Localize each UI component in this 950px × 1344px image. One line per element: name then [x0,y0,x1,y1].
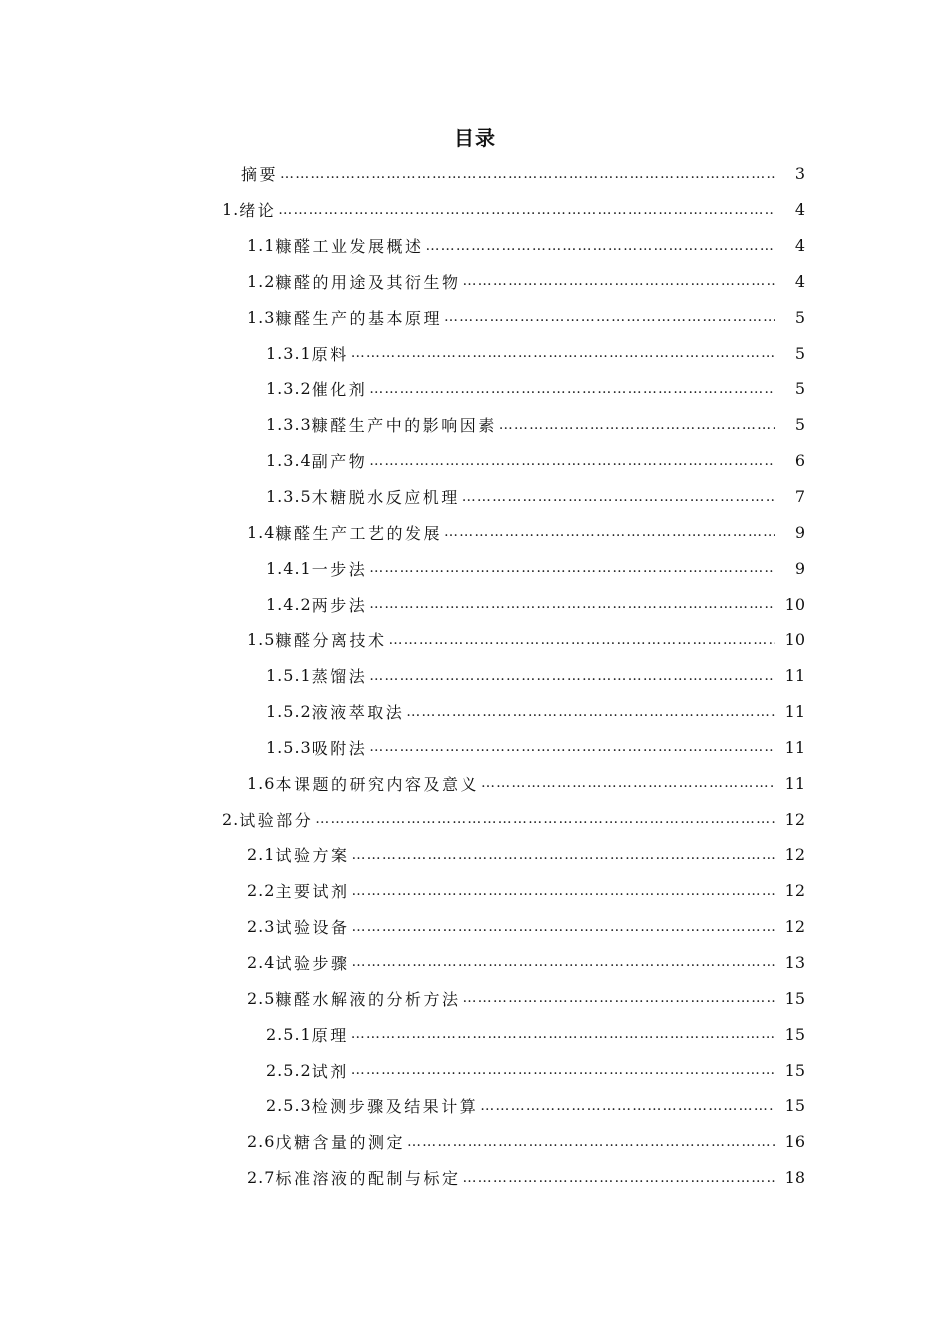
toc-entry[interactable] [0,264,950,300]
toc-leader-dots [444,522,775,542]
toc-leader-dots [407,1132,775,1152]
toc-entry[interactable] [0,909,950,945]
toc-entry-page-number: 15 [784,988,805,1008]
toc-leader-dots [369,451,775,471]
toc-entry-page-number: 5 [794,343,805,363]
toc-leader-dots [315,809,775,829]
toc-leader-dots [425,236,775,256]
toc-entry[interactable] [0,514,950,550]
toc-leader-dots [369,558,775,578]
toc-leader-dots [462,988,775,1008]
toc-entry[interactable] [0,479,950,515]
toc-entry[interactable] [0,586,950,622]
toc-entry-number: 2.2 [247,881,276,901]
toc-entry-title: 原理 [311,1025,349,1045]
toc-leader-dots [280,164,775,184]
toc-entry[interactable] [0,765,950,801]
toc-entry-title: 主要试剂 [275,882,350,902]
toc-entry-title: 一步法 [311,559,368,579]
toc-entry[interactable] [0,622,950,658]
toc-leader-dots [406,702,775,722]
toc-entry[interactable] [0,371,950,407]
toc-entry-number: 1.3.5 [266,487,312,507]
toc-entry-page-number: 13 [784,952,805,972]
toc-leader-dots [480,1096,775,1116]
toc-leader-dots [462,1168,775,1188]
toc-entry-title: 试验设备 [275,918,350,938]
toc-entry-title: 标准溶液的配制与标定 [275,1169,461,1189]
toc-entry-number: 2.6 [247,1132,276,1152]
toc-entry-number: 2. [222,809,240,829]
toc-leader-dots [351,1060,775,1080]
toc-entry-title: 木糖脱水反应机理 [311,488,460,508]
toc-leader-dots [499,415,775,435]
toc-entry[interactable] [0,156,950,192]
toc-entry-page-number: 9 [794,558,805,578]
toc-entry-page-number: 9 [794,522,805,542]
toc-entry-number: 1.4 [247,522,276,542]
toc-entry[interactable] [0,407,950,443]
toc-entry-page-number: 16 [784,1132,805,1152]
toc-leader-dots [369,666,775,686]
toc-entry[interactable] [0,1088,950,1124]
toc-entry-page-number: 4 [794,236,805,256]
toc-entry[interactable] [0,730,950,766]
toc-entry-title: 催化剂 [311,380,368,400]
toc-entry-title: 检测步骤及结果计算 [311,1097,479,1117]
toc-entry-number: 1.3.1 [266,343,312,363]
toc-leader-dots [369,737,775,757]
toc-entry-title: 吸附法 [311,738,368,758]
toc-entry-number: 1.5 [247,630,276,650]
toc-entry-page-number: 5 [794,379,805,399]
toc-entry-number: 2.5.3 [266,1096,312,1116]
toc-entry[interactable] [0,694,950,730]
toc-entry-title: 蒸馏法 [311,667,368,687]
toc-leader-dots [351,1024,775,1044]
toc-entry-title: 戊糖含量的测定 [275,1133,405,1153]
toc-entry-title: 糠醛的用途及其衍生物 [275,272,461,292]
toc-entry-title: 本课题的研究内容及意义 [275,774,479,794]
toc-entry-page-number: 18 [784,1168,805,1188]
toc-entry[interactable] [0,299,950,335]
toc-entry[interactable] [0,192,950,228]
toc-leader-dots [369,594,775,614]
toc-entry-title: 绪论 [239,201,277,221]
toc-entry[interactable] [0,1124,950,1160]
toc-entry-page-number: 7 [794,487,805,507]
toc-leader-dots [481,773,775,793]
toc-entry-title: 糠醛生产工艺的发展 [275,523,442,543]
toc-entry-title: 摘要 [241,165,279,185]
toc-entry-page-number: 10 [784,594,805,614]
toc-entry-title: 液液萃取法 [311,703,405,723]
toc-entry-number: 1.3.3 [266,415,312,435]
toc-entry-title: 糠醛生产的基本原理 [275,308,442,328]
toc-entry-number: 1.4.1 [266,558,312,578]
toc-entry-page-number: 4 [794,200,805,220]
toc-entry[interactable] [0,228,950,264]
toc-entry-page-number: 10 [784,630,805,650]
toc-entry-number: 2.5 [247,988,276,1008]
toc-leader-dots [444,307,775,327]
toc-entry-page-number: 15 [784,1096,805,1116]
toc-entry-page-number: 15 [784,1060,805,1080]
toc-entry-number: 2.5.1 [266,1024,312,1044]
toc-entry-page-number: 15 [784,1024,805,1044]
toc-entry-number: 1.3.2 [266,379,312,399]
toc-entry[interactable] [0,1160,950,1196]
toc-entry-number: 1.5.2 [266,702,312,722]
toc-entry[interactable] [0,837,950,873]
toc-leader-dots [351,952,775,972]
toc-leader-dots [351,917,775,937]
toc-entry-number: 2.7 [247,1168,276,1188]
toc-entry-number: 2.1 [247,845,276,865]
toc-entry-page-number: 11 [784,666,805,686]
toc-entry-number: 1.2 [247,271,276,291]
toc-entry-page-number: 11 [784,737,805,757]
toc-entry-title: 副产物 [311,452,368,472]
toc-leader-dots [351,343,775,363]
toc-entry-title: 试验步骤 [275,953,350,973]
toc-entry-number: 1.6 [247,773,276,793]
toc-entry-page-number: 12 [784,845,805,865]
toc-leader-dots [278,200,775,220]
toc-leader-dots [388,630,775,650]
toc-entry-number: 1.3 [247,307,276,327]
toc-entry-number: 1.5.3 [266,737,312,757]
toc-entry[interactable] [0,658,950,694]
toc-entry-title: 糠醛工业发展概述 [275,237,424,257]
toc-entry-title: 糠醛水解液的分析方法 [275,989,461,1009]
toc-entry[interactable] [0,1016,950,1052]
toc-entry[interactable] [0,335,950,371]
toc-entry-page-number: 3 [794,164,805,184]
toc-entry-page-number: 6 [794,451,805,471]
toc-entry-number: 1. [222,200,240,220]
toc-entry[interactable] [0,873,950,909]
toc-entry-page-number: 12 [784,881,805,901]
toc-entry-page-number: 11 [784,773,805,793]
toc-entry-title: 试验部分 [239,810,314,830]
toc-entry[interactable] [0,550,950,586]
toc-entry-page-number: 12 [784,917,805,937]
toc-entry-title: 糠醛生产中的影响因素 [311,416,497,436]
toc-entry[interactable] [0,801,950,837]
table-of-contents [0,156,950,1195]
toc-leader-dots [351,881,775,901]
toc-entry-number: 2.3 [247,917,276,937]
toc-entry-title: 两步法 [311,595,368,615]
toc-entry-page-number: 11 [784,702,805,722]
toc-entry[interactable] [0,945,950,981]
toc-entry-number: 2.4 [247,952,276,972]
toc-entry-number: 1.3.4 [266,451,312,471]
toc-entry-title: 试剂 [311,1061,349,1081]
toc-entry-number: 1.4.2 [266,594,312,614]
toc-entry-title: 糠醛分离技术 [275,631,387,651]
toc-leader-dots [369,379,775,399]
toc-entry-page-number: 5 [794,307,805,327]
toc-entry-page-number: 4 [794,271,805,291]
toc-entry[interactable] [0,1052,950,1088]
toc-entry-number: 1.1 [247,236,276,256]
toc-entry-page-number: 5 [794,415,805,435]
toc-entry-title: 原料 [311,344,349,364]
toc-entry-title: 试验方案 [275,846,350,866]
toc-entry[interactable] [0,443,950,479]
toc-entry-number: 2.5.2 [266,1060,312,1080]
toc-title: 目录 [454,126,496,150]
toc-leader-dots [462,271,775,291]
toc-entry[interactable] [0,980,950,1016]
toc-leader-dots [351,845,775,865]
toc-leader-dots [462,487,775,507]
toc-entry-number: 1.5.1 [266,666,312,686]
toc-entry-page-number: 12 [784,809,805,829]
